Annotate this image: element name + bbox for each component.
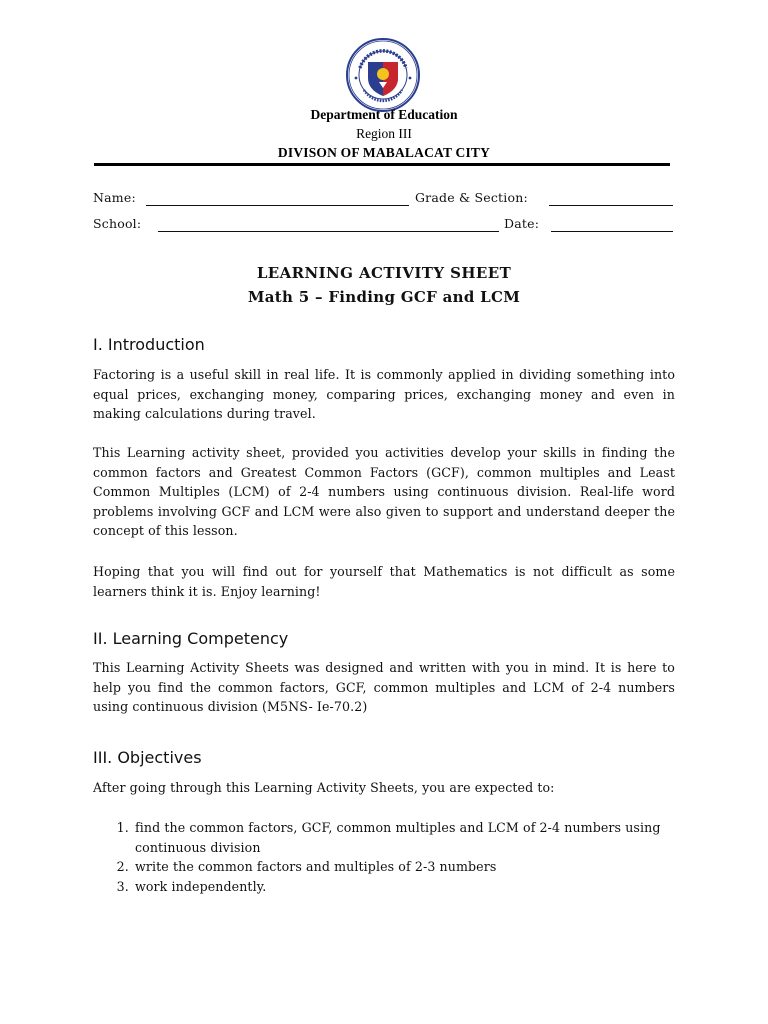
name-label: Name: xyxy=(93,190,136,205)
objective-item: 2. write the common factors and multiples of 2-3 numbers xyxy=(133,857,713,877)
school-label: School: xyxy=(93,216,142,231)
division-name: DIVISON OF MABALACAT CITY xyxy=(277,145,491,160)
sheet-subtitle: Math 5 – Finding GCF and LCM xyxy=(247,288,521,306)
introduction-paragraph-1: Factoring is a useful skill in real life. It is commonly applied in dividing something into equal prices, exchanging money, comparing prices, exchanging money and even in making calculations during travel. xyxy=(93,367,675,422)
objective-item: 3. work independently. xyxy=(133,877,713,897)
date-field[interactable] xyxy=(551,231,673,232)
name-field[interactable] xyxy=(146,205,409,206)
objectives-heading: III. Objectives xyxy=(93,748,202,767)
deped-seal-logo xyxy=(346,38,420,112)
date-label: Date: xyxy=(504,216,540,231)
objectives-intro: After going through this Learning Activity Sheets, you are expected to: xyxy=(93,780,555,795)
competency-paragraph: This Learning Activity Sheets was designed and written with you in mind. It is here to help you find the common factors, GCF, common multiples and LCM of 2-4 numbers using continuous division (M5NS- Ie-70.2) xyxy=(93,660,675,715)
competency-heading: II. Learning Competency xyxy=(93,629,289,648)
school-field[interactable] xyxy=(158,231,499,232)
sheet-title: LEARNING ACTIVITY SHEET xyxy=(256,264,512,282)
header-divider xyxy=(94,163,670,166)
grade-section-field[interactable] xyxy=(549,205,673,206)
grade-section-label: Grade & Section: xyxy=(415,190,528,205)
department-name: Department of Education xyxy=(310,107,458,122)
objective-item: 1. find the common factors, GCF, common multiples and LCM of 2-4 numbers using continuous division xyxy=(133,818,713,857)
introduction-paragraph-3: Hoping that you will find out for yourself that Mathematics is not difficult as some learners think it is. Enjoy learning! xyxy=(93,564,675,599)
objectives-list xyxy=(93,818,713,896)
introduction-paragraph-2: This Learning activity sheet, provided you activities develop your skills in finding the common factors and Greatest Common Factors (GCF), common multiples and Least Common Multiples (LCM) of 2-4 numbers using continuous division. Real-life word problems involving GCF and LCM were also given to support and understand deeper the concept of this lesson. xyxy=(93,445,675,539)
region-name: Region III xyxy=(356,126,412,141)
introduction-heading: I. Introduction xyxy=(93,335,205,354)
